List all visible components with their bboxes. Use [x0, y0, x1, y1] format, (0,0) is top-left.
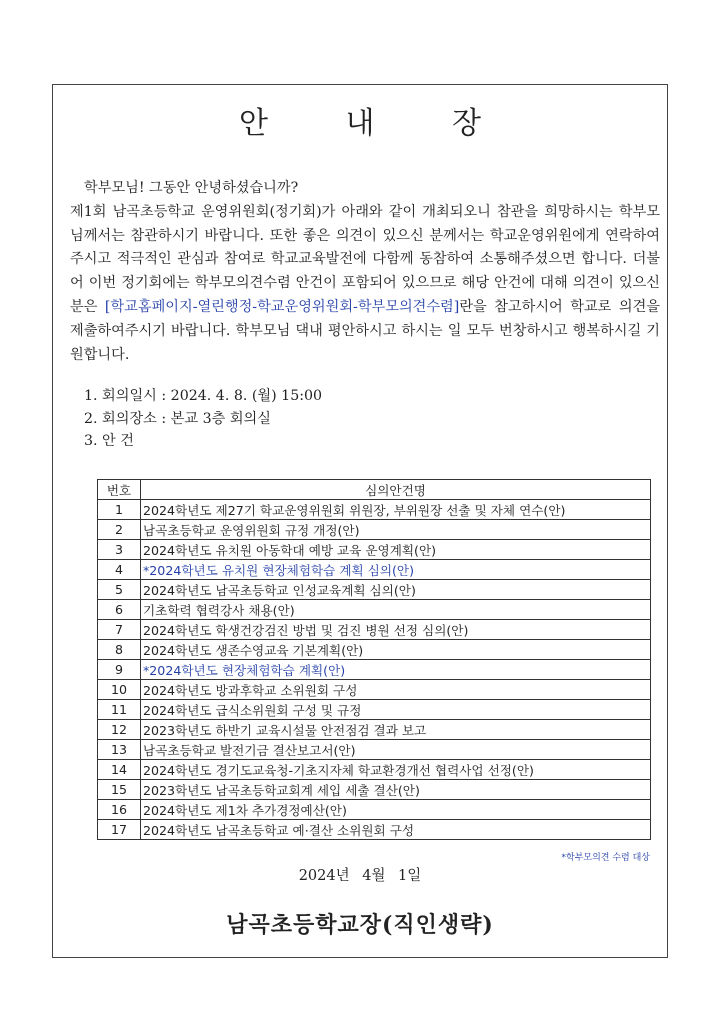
agenda-title: 2024학년도 학생건강검진 방법 및 검진 병원 선정 심의(안)	[141, 620, 651, 640]
agenda-number: 4	[98, 560, 141, 580]
agenda-title: 2024학년도 남곡초등학교 인성교육계획 심의(안)	[141, 580, 651, 600]
agenda-title: 2024학년도 급식소위원회 구성 및 규정	[141, 700, 651, 720]
agenda-number: 8	[98, 640, 141, 660]
meeting-datetime: 1. 회의일시 : 2024. 4. 8. (월) 15:00	[84, 388, 323, 404]
table-row	[98, 820, 651, 840]
agenda-number: 11	[98, 700, 141, 720]
agenda-number: 7	[98, 620, 141, 640]
agenda-table	[97, 479, 651, 840]
table-row	[98, 580, 651, 600]
agenda-number: 17	[98, 820, 141, 840]
agenda-number: 9	[98, 660, 141, 680]
agenda-number: 14	[98, 760, 141, 780]
header-agenda-title: 심의안건명	[141, 480, 651, 500]
agenda-title: *2024학년도 유치원 현장체험학습 계획 심의(안)	[141, 560, 651, 580]
issue-date: 2024년 4월 1일	[298, 868, 422, 884]
body-text-1: 제1회 남곡초등학교 운영위원회(정기회)가 아래와 같이 개최되오니 참관을 희망하시는 학부모님께서는 참관하시기 바랍니다. 또한 좋은 의견이 있으신 분께서는 학교운영위원에게 연락하여 주시고 적극적인 관심과 참여로 학교교육발전에 다함께 동참하여 소통해주셨으면 합니다. 더불어 이번 정기회에는 학부모의견수렴 안건이 포함되어 있으므로 해당 안건에 대해 의견이 있으신 분은	[70, 203, 660, 315]
meeting-info	[84, 385, 322, 453]
header-number: 번호	[98, 480, 141, 500]
body-text-2: 란을 참고하시어 학교로 의견을 제출하여주시기 바랍니다. 학부모님 댁내 평안하시고 하시는 일 모두 번창하시고 행복하시길 기원합니다.	[70, 298, 660, 363]
agenda-title: *2024학년도 현장체험학습 계획(안)	[141, 660, 651, 680]
table-row	[98, 800, 651, 820]
table-row	[98, 520, 651, 540]
letter-body	[70, 177, 660, 367]
agenda-title: 2023학년도 하반기 교육시설물 안전점검 결과 보고	[141, 720, 651, 740]
agenda-number: 16	[98, 800, 141, 820]
agenda-number: 12	[98, 720, 141, 740]
table-row	[98, 600, 651, 620]
agenda-number: 10	[98, 680, 141, 700]
table-row	[98, 760, 651, 780]
agenda-rows	[98, 500, 651, 840]
table-row	[98, 640, 651, 660]
table-header-row	[98, 480, 651, 500]
table-row	[98, 660, 651, 680]
table-row	[98, 740, 651, 760]
table-row	[98, 780, 651, 800]
agenda-number: 1	[98, 500, 141, 520]
agenda-number: 3	[98, 540, 141, 560]
agenda-title: 남곡초등학교 발전기금 결산보고서(안)	[141, 740, 651, 760]
agenda-number: 6	[98, 600, 141, 620]
table-row	[98, 700, 651, 720]
greeting: 학부모님! 그동안 안녕하셨습니까?	[84, 180, 299, 196]
table-row	[98, 620, 651, 640]
letter-paragraph	[70, 201, 660, 368]
table-row	[98, 540, 651, 560]
agenda-title: 2023학년도 남곡초등학교회계 세입 세출 결산(안)	[141, 780, 651, 800]
agenda-title: 2024학년도 방과후학교 소위원회 구성	[141, 680, 651, 700]
table-row	[98, 500, 651, 520]
meeting-place: 2. 회의장소 : 본교 3층 회의실	[84, 410, 271, 427]
table-row	[98, 720, 651, 740]
footnote: *학부모의견 수렴 대상	[561, 853, 650, 863]
agenda-number: 13	[98, 740, 141, 760]
homepage-path-link: [학교홈페이지-열린행정-학교운영위원회-학부모의견수렴]	[104, 298, 460, 315]
agenda-title: 2024학년도 남곡초등학교 예·결산 소위원회 구성	[141, 820, 651, 840]
agenda-title: 2024학년도 생존수영교육 기본계획(안)	[141, 640, 651, 660]
agenda-number: 15	[98, 780, 141, 800]
principal-signature: 남곡초등학교장(직인생략)	[226, 912, 494, 938]
agenda-label: 3. 안 건	[84, 433, 134, 449]
agenda-title: 남곡초등학교 운영위원회 규정 개정(안)	[141, 520, 651, 540]
agenda-title: 2024학년도 제27기 학교운영위원회 위원장, 부위원장 선출 및 자체 연수(안)	[141, 500, 651, 520]
agenda-title: 2024학년도 제1차 추가경정예산(안)	[141, 800, 651, 820]
agenda-title: 2024학년도 경기도교육청-기초지자체 학교환경개선 협력사업 선정(안)	[141, 760, 651, 780]
table-row	[98, 680, 651, 700]
agenda-number: 2	[98, 520, 141, 540]
table-row	[98, 560, 651, 580]
agenda-number: 5	[98, 580, 141, 600]
page-title: 안 내 장	[238, 106, 515, 141]
agenda-title: 기초학력 협력강사 채용(안)	[141, 600, 651, 620]
agenda-title: 2024학년도 유치원 아동학대 예방 교육 운영계획(안)	[141, 540, 651, 560]
